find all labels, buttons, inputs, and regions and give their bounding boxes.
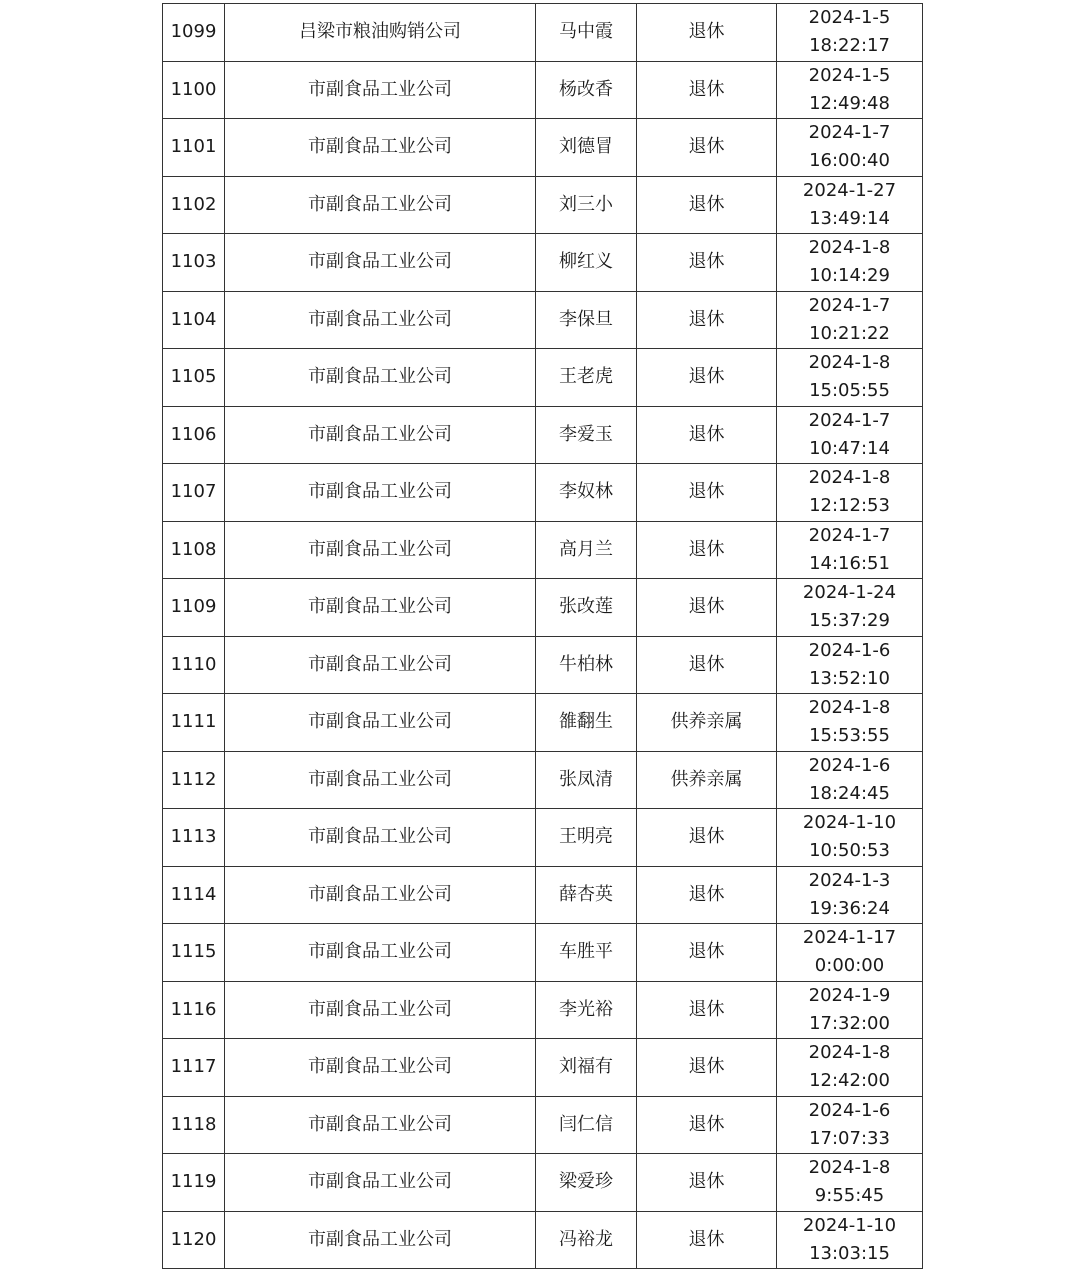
category-cell: 退休 — [637, 234, 777, 292]
date-text: 2024-1-7 — [808, 122, 891, 144]
table-row — [163, 406, 923, 464]
date-text: 2024-1-5 — [808, 7, 891, 29]
row-number-cell: 1119 — [163, 1154, 225, 1212]
person-name-cell: 李奴林 — [536, 464, 637, 522]
datetime-cell — [777, 464, 923, 522]
date-text: 2024-1-10 — [802, 812, 897, 834]
person-name-cell: 刘德冒 — [536, 119, 637, 177]
date-text: 2024-1-8 — [808, 1157, 891, 1179]
category-cell: 退休 — [637, 4, 777, 62]
row-number-cell: 1109 — [163, 579, 225, 637]
person-name-cell: 梁爱珍 — [536, 1154, 637, 1212]
person-name-cell: 李保旦 — [536, 291, 637, 349]
row-number-cell: 1116 — [163, 981, 225, 1039]
row-number-cell: 1112 — [163, 751, 225, 809]
table-row — [163, 1039, 923, 1097]
table-row — [163, 291, 923, 349]
unit-cell: 市副食品工业公司 — [225, 1096, 536, 1154]
unit-cell: 市副食品工业公司 — [225, 866, 536, 924]
datetime-cell — [777, 981, 923, 1039]
table-row — [163, 1211, 923, 1269]
category-cell: 退休 — [637, 1096, 777, 1154]
records-table — [162, 3, 923, 1269]
unit-cell: 市副食品工业公司 — [225, 636, 536, 694]
time-text: 10:21:22 — [809, 322, 890, 344]
table-row — [163, 176, 923, 234]
datetime-cell — [777, 4, 923, 62]
category-cell: 退休 — [637, 924, 777, 982]
category-cell: 退休 — [637, 1154, 777, 1212]
unit-cell: 市副食品工业公司 — [225, 809, 536, 867]
category-cell: 供养亲属 — [637, 694, 777, 752]
person-name-cell: 李光裕 — [536, 981, 637, 1039]
datetime-cell — [777, 1154, 923, 1212]
row-number-cell: 1099 — [163, 4, 225, 62]
row-number-cell: 1108 — [163, 521, 225, 579]
table-row — [163, 119, 923, 177]
row-number-cell: 1111 — [163, 694, 225, 752]
datetime-cell — [777, 61, 923, 119]
unit-cell: 市副食品工业公司 — [225, 291, 536, 349]
row-number-cell: 1101 — [163, 119, 225, 177]
person-name-cell: 李爱玉 — [536, 406, 637, 464]
table-row — [163, 1154, 923, 1212]
person-name-cell: 高月兰 — [536, 521, 637, 579]
row-number-cell: 1100 — [163, 61, 225, 119]
unit-cell: 市副食品工业公司 — [225, 924, 536, 982]
datetime-cell — [777, 694, 923, 752]
row-number-cell: 1118 — [163, 1096, 225, 1154]
person-name-cell: 马中霞 — [536, 4, 637, 62]
date-text: 2024-1-7 — [808, 524, 891, 546]
datetime-cell — [777, 924, 923, 982]
category-cell: 退休 — [637, 636, 777, 694]
person-name-cell: 牛柏林 — [536, 636, 637, 694]
datetime-cell — [777, 349, 923, 407]
date-text: 2024-1-8 — [808, 237, 891, 259]
table-row — [163, 61, 923, 119]
time-text: 10:14:29 — [809, 265, 890, 287]
datetime-cell — [777, 751, 923, 809]
row-number-cell: 1104 — [163, 291, 225, 349]
category-cell: 退休 — [637, 176, 777, 234]
time-text: 12:49:48 — [809, 92, 890, 114]
datetime-cell — [777, 234, 923, 292]
time-text: 0:00:00 — [814, 955, 885, 977]
row-number-cell: 1114 — [163, 866, 225, 924]
time-text: 10:50:53 — [809, 840, 890, 862]
unit-cell: 市副食品工业公司 — [225, 464, 536, 522]
table-row — [163, 694, 923, 752]
time-text: 10:47:14 — [809, 437, 890, 459]
table-row — [163, 4, 923, 62]
category-cell: 退休 — [637, 406, 777, 464]
time-text: 13:52:10 — [809, 667, 890, 689]
row-number-cell: 1120 — [163, 1211, 225, 1269]
datetime-cell — [777, 636, 923, 694]
time-text: 13:03:15 — [809, 1242, 890, 1264]
category-cell: 退休 — [637, 464, 777, 522]
date-text: 2024-1-8 — [808, 467, 891, 489]
time-text: 14:16:51 — [809, 552, 890, 574]
person-name-cell: 刘福有 — [536, 1039, 637, 1097]
person-name-cell: 张改莲 — [536, 579, 637, 637]
person-name-cell: 冯裕龙 — [536, 1211, 637, 1269]
person-name-cell: 张凤清 — [536, 751, 637, 809]
unit-cell: 市副食品工业公司 — [225, 521, 536, 579]
time-text: 13:49:14 — [809, 207, 890, 229]
category-cell: 退休 — [637, 981, 777, 1039]
category-cell: 退休 — [637, 1039, 777, 1097]
row-number-cell: 1117 — [163, 1039, 225, 1097]
person-name-cell: 薛杏英 — [536, 866, 637, 924]
category-cell: 退休 — [637, 521, 777, 579]
row-number-cell: 1115 — [163, 924, 225, 982]
table-row — [163, 751, 923, 809]
time-text: 17:32:00 — [809, 1012, 890, 1034]
category-cell: 退休 — [637, 579, 777, 637]
category-cell: 退休 — [637, 349, 777, 407]
category-cell: 退休 — [637, 119, 777, 177]
unit-cell: 市副食品工业公司 — [225, 119, 536, 177]
unit-cell: 市副食品工业公司 — [225, 694, 536, 752]
date-text: 2024-1-27 — [802, 179, 897, 201]
date-text: 2024-1-6 — [808, 639, 891, 661]
person-name-cell: 王老虎 — [536, 349, 637, 407]
datetime-cell — [777, 1039, 923, 1097]
datetime-cell — [777, 406, 923, 464]
datetime-cell — [777, 866, 923, 924]
row-number-cell: 1103 — [163, 234, 225, 292]
category-cell: 退休 — [637, 291, 777, 349]
person-name-cell: 王明亮 — [536, 809, 637, 867]
datetime-cell — [777, 1211, 923, 1269]
records-table-body — [163, 4, 923, 1269]
row-number-cell: 1107 — [163, 464, 225, 522]
datetime-cell — [777, 521, 923, 579]
time-text: 12:12:53 — [809, 495, 890, 517]
category-cell: 退休 — [637, 866, 777, 924]
person-name-cell: 刘三小 — [536, 176, 637, 234]
unit-cell: 市副食品工业公司 — [225, 981, 536, 1039]
table-row — [163, 924, 923, 982]
table-row — [163, 521, 923, 579]
table-row — [163, 636, 923, 694]
table-row — [163, 981, 923, 1039]
unit-cell: 市副食品工业公司 — [225, 61, 536, 119]
unit-cell: 市副食品工业公司 — [225, 1154, 536, 1212]
time-text: 19:36:24 — [809, 897, 890, 919]
unit-cell: 市副食品工业公司 — [225, 406, 536, 464]
row-number-cell: 1106 — [163, 406, 225, 464]
row-number-cell: 1102 — [163, 176, 225, 234]
date-text: 2024-1-10 — [802, 1214, 897, 1236]
unit-cell: 市副食品工业公司 — [225, 176, 536, 234]
unit-cell: 市副食品工业公司 — [225, 751, 536, 809]
date-text: 2024-1-7 — [808, 294, 891, 316]
person-name-cell: 柳红义 — [536, 234, 637, 292]
date-text: 2024-1-5 — [808, 64, 891, 86]
date-text: 2024-1-7 — [808, 409, 891, 431]
time-text: 9:55:45 — [814, 1185, 885, 1207]
time-text: 15:05:55 — [809, 380, 890, 402]
category-cell: 退休 — [637, 1211, 777, 1269]
datetime-cell — [777, 1096, 923, 1154]
datetime-cell — [777, 119, 923, 177]
unit-cell: 市副食品工业公司 — [225, 1039, 536, 1097]
date-text: 2024-1-8 — [808, 1042, 891, 1064]
date-text: 2024-1-6 — [808, 754, 891, 776]
unit-cell: 市副食品工业公司 — [225, 234, 536, 292]
time-text: 16:00:40 — [809, 150, 890, 172]
datetime-cell — [777, 291, 923, 349]
date-text: 2024-1-9 — [808, 984, 891, 1006]
datetime-cell — [777, 176, 923, 234]
date-text: 2024-1-8 — [808, 352, 891, 374]
table-row — [163, 579, 923, 637]
category-cell: 供养亲属 — [637, 751, 777, 809]
person-name-cell: 闫仁信 — [536, 1096, 637, 1154]
table-row — [163, 464, 923, 522]
time-text: 17:07:33 — [809, 1127, 890, 1149]
row-number-cell: 1105 — [163, 349, 225, 407]
table-row — [163, 809, 923, 867]
row-number-cell: 1113 — [163, 809, 225, 867]
time-text: 15:37:29 — [809, 610, 890, 632]
date-text: 2024-1-24 — [802, 582, 897, 604]
unit-cell: 吕梁市粮油购销公司 — [225, 4, 536, 62]
date-text: 2024-1-3 — [808, 869, 891, 891]
date-text: 2024-1-8 — [808, 697, 891, 719]
time-text: 15:53:55 — [809, 725, 890, 747]
table-row — [163, 1096, 923, 1154]
datetime-cell — [777, 579, 923, 637]
date-text: 2024-1-6 — [808, 1099, 891, 1121]
person-name-cell: 杨改香 — [536, 61, 637, 119]
person-name-cell: 车胜平 — [536, 924, 637, 982]
row-number-cell: 1110 — [163, 636, 225, 694]
unit-cell: 市副食品工业公司 — [225, 349, 536, 407]
time-text: 18:24:45 — [809, 782, 890, 804]
category-cell: 退休 — [637, 61, 777, 119]
person-name-cell: 雒翻生 — [536, 694, 637, 752]
time-text: 12:42:00 — [809, 1070, 890, 1092]
unit-cell: 市副食品工业公司 — [225, 579, 536, 637]
datetime-cell — [777, 809, 923, 867]
table-row — [163, 349, 923, 407]
table-row — [163, 234, 923, 292]
category-cell: 退休 — [637, 809, 777, 867]
unit-cell: 市副食品工业公司 — [225, 1211, 536, 1269]
date-text: 2024-1-17 — [802, 927, 897, 949]
table-row — [163, 866, 923, 924]
time-text: 18:22:17 — [809, 35, 890, 57]
